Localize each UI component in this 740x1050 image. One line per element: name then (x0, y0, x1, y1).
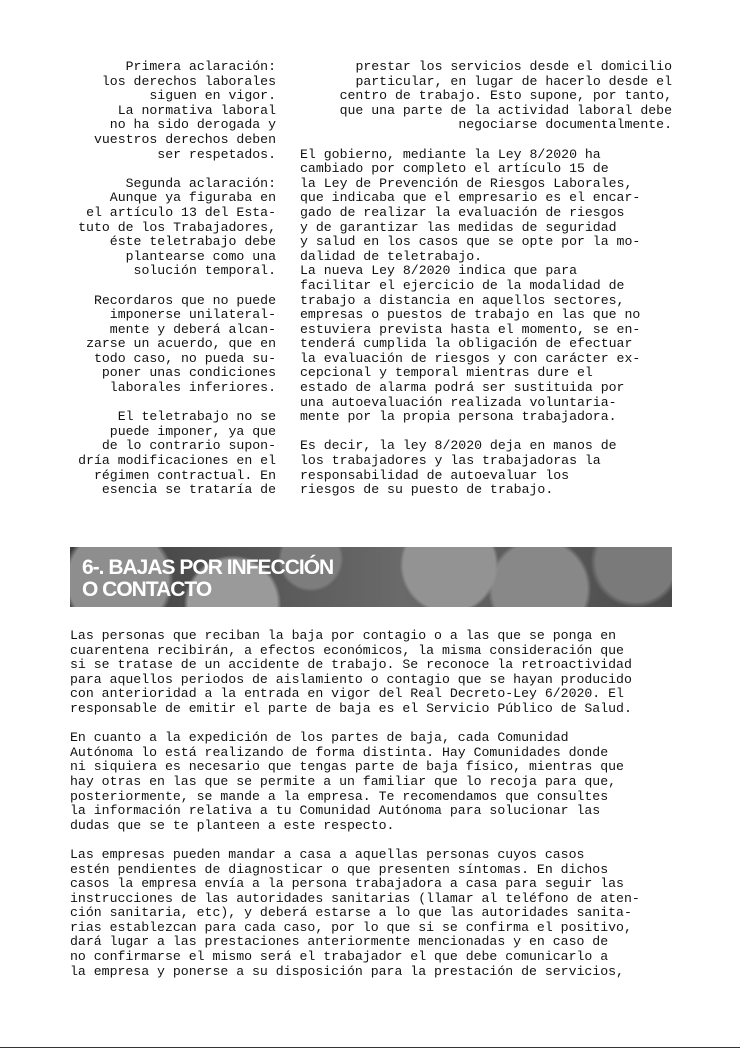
text-line: y salud en los casos que se opte por la mo- (300, 234, 641, 250)
text-line: mente por la propia persona trabajadora. (300, 409, 617, 425)
text-line: zarse un acuerdo, que en (86, 336, 276, 352)
body-paragraph-1 (70, 629, 672, 717)
left-column (70, 60, 276, 498)
text-line: dalidad de teletrabajo. (300, 248, 483, 264)
text-line: rias establezcan para cada caso, por lo que si se confirma el positivo, (70, 919, 632, 935)
text-line: que indicaba que el empresario es el encar- (300, 190, 641, 206)
text-line: todo caso, no pueda su- (93, 350, 276, 366)
text-line: estén pendientes de diagnosticar o que presenten síntomas. En dichos (70, 861, 609, 877)
section-banner (70, 547, 672, 607)
text-line: y de garantizar las medidas de seguridad (300, 219, 617, 235)
text-line: esencia se trataría de (101, 482, 276, 498)
text-line: El teletrabajo no se (117, 409, 276, 425)
text-line: La normativa laboral (117, 102, 276, 118)
text-line: la empresa y ponerse a su disposición para la prestación de servicios, (70, 963, 624, 979)
right-paragraph-2 (300, 264, 672, 425)
right-paragraph-1 (300, 148, 672, 265)
text-line: ni siquiera es necesario que tengas parte de baja físico, mientras que (70, 759, 624, 775)
text-line: dría modificaciones en el (78, 453, 276, 469)
right-intro-paragraph (300, 60, 672, 133)
text-line: prestar los servicios desde el domicilio (355, 59, 672, 74)
right-column (300, 60, 672, 498)
section-title (82, 557, 333, 601)
text-line: Aunque ya figuraba en (109, 190, 276, 206)
text-line: puede imponer, ya que (109, 423, 276, 439)
text-line: ser respetados. (157, 146, 276, 162)
text-line: El gobierno, mediante la Ley 8/2020 ha (300, 146, 601, 162)
section-title-line-2: O CONTACTO (82, 578, 212, 601)
text-line: ción sanitaria, etc), y deberá estarse a lo que las autoridades sanita- (70, 905, 632, 921)
text-line: Autónoma lo está realizando de forma distinta. Hay Comunidades donde (70, 744, 609, 760)
text-line: que una parte de la actividad laboral debe (339, 102, 672, 118)
text-line: empresas o puestos de trabajo en las que no (300, 307, 641, 323)
text-line: los derechos laborales (101, 73, 276, 89)
text-line: con anterioridad a la entrada en vigor del Real Decreto-Ley 6/2020. El (70, 686, 624, 702)
text-line: estuviera prevista hasta el momento, se en- (300, 321, 641, 337)
text-line: una autoevaluación realizada voluntaria- (300, 394, 617, 410)
text-line: La nueva Ley 8/2020 indica que para (300, 263, 577, 279)
text-line: cuarentena recibirán, a efectos económicos, la misma consideración que (70, 642, 624, 658)
bottom-divider (0, 1047, 740, 1048)
body-paragraph-2 (70, 731, 672, 833)
text-line: plantearse como una (125, 248, 276, 264)
text-line: el artículo 13 del Esta- (86, 204, 276, 220)
text-line: responsable de emitir el parte de baja es el Servicio Público de Salud. (70, 700, 632, 716)
text-line: régimen contractual. En (93, 467, 276, 483)
text-line: Segunda aclaración: (125, 175, 276, 191)
text-line: poner unas condiciones (101, 365, 276, 381)
text-line: éste teletrabajo debe (109, 234, 276, 250)
text-line: En cuanto a la expedición de los partes de baja, cada Comunidad (70, 730, 569, 746)
text-line: no ha sido derogada y (109, 117, 276, 133)
text-line: riesgos de su puesto de trabajo. (300, 482, 554, 498)
text-line: dudas que se te planteen a este respecto. (70, 817, 395, 833)
text-line: tenderá cumplida la obligación de efectuar (300, 336, 633, 352)
text-line: instrucciones de las autoridades sanitarias (llamar al teléfono de aten- (70, 890, 640, 906)
text-line: responsabilidad de autoevaluar los (300, 467, 570, 483)
text-line: mente y deberá alcan- (109, 321, 276, 337)
left-paragraph-3 (70, 294, 276, 396)
text-line: cepcional y temporal mientras dure el (300, 365, 593, 381)
text-line: para aquellos periodos de aislamiento o contagio que se hayan producido (70, 671, 632, 687)
left-paragraph-4 (70, 410, 276, 498)
text-line: Las empresas pueden mandar a casa a aquellas personas cuyos casos (70, 846, 585, 862)
text-line: particular, en lugar de hacerlo desde el (355, 73, 672, 89)
text-line: centro de trabajo. Esto supone, por tanto, (339, 88, 672, 104)
left-paragraph-2 (70, 177, 276, 279)
text-line: Recordaros que no puede (93, 292, 276, 308)
text-line: gado de realizar la evaluación de riesgos (300, 204, 625, 220)
text-line: solución temporal. (133, 263, 276, 279)
text-line: la información relativa a tu Comunidad Autónoma para solucionar las (70, 803, 601, 819)
text-line: tuto de los Trabajadores, (78, 219, 276, 235)
right-paragraph-3 (300, 439, 672, 497)
text-line: trabajo a distancia en aquellos sectores, (300, 292, 625, 308)
text-line: estado de alarma podrá ser sustituida por (300, 380, 625, 396)
text-line: siguen en vigor. (149, 88, 276, 104)
text-line: de lo contrario supon- (101, 438, 276, 454)
text-line: dará lugar a las prestaciones anteriormente mencionadas y en caso de (70, 934, 609, 950)
text-line: Es decir, la ley 8/2020 deja en manos de (300, 438, 617, 454)
section-body (70, 629, 672, 979)
text-line: posteriormente, se mande a la empresa. Te recomendamos que consultes (70, 788, 609, 804)
text-line: Primera aclaración: (125, 59, 276, 74)
text-line: negociarse documentalmente. (458, 117, 672, 133)
text-line: Las personas que reciban la baja por contagio o a las que se ponga en (70, 628, 617, 643)
text-line: cambiado por completo el artículo 15 de (300, 161, 609, 177)
text-line: la Ley de Prevención de Riesgos Laborales, (300, 175, 633, 191)
text-line: si se tratase de un accidente de trabajo. Se reconoce la retroactividad (70, 657, 632, 673)
section-title-line-1: 6-. BAJAS POR INFECCIÓN (82, 556, 334, 579)
text-line: los trabajadores y las trabajadoras la (300, 453, 601, 469)
body-paragraph-3 (70, 848, 672, 979)
text-line: la evaluación de riesgos y con carácter ex- (300, 350, 641, 366)
text-line: hay otras en las que se permite a un familiar que lo recoja para que, (70, 773, 617, 789)
text-line: no confirmarse el mismo será el trabajador el que debe comunicarlo a (70, 949, 609, 965)
text-line: vuestros derechos deben (93, 131, 276, 147)
text-line: imponerse unilateral- (109, 307, 276, 323)
text-line: casos la empresa envía a la persona trabajadora a casa para seguir las (70, 876, 624, 892)
text-line: laborales inferiores. (109, 380, 276, 396)
text-line: facilitar el ejercicio de la modalidad de (300, 277, 625, 293)
left-paragraph-1 (70, 60, 276, 162)
